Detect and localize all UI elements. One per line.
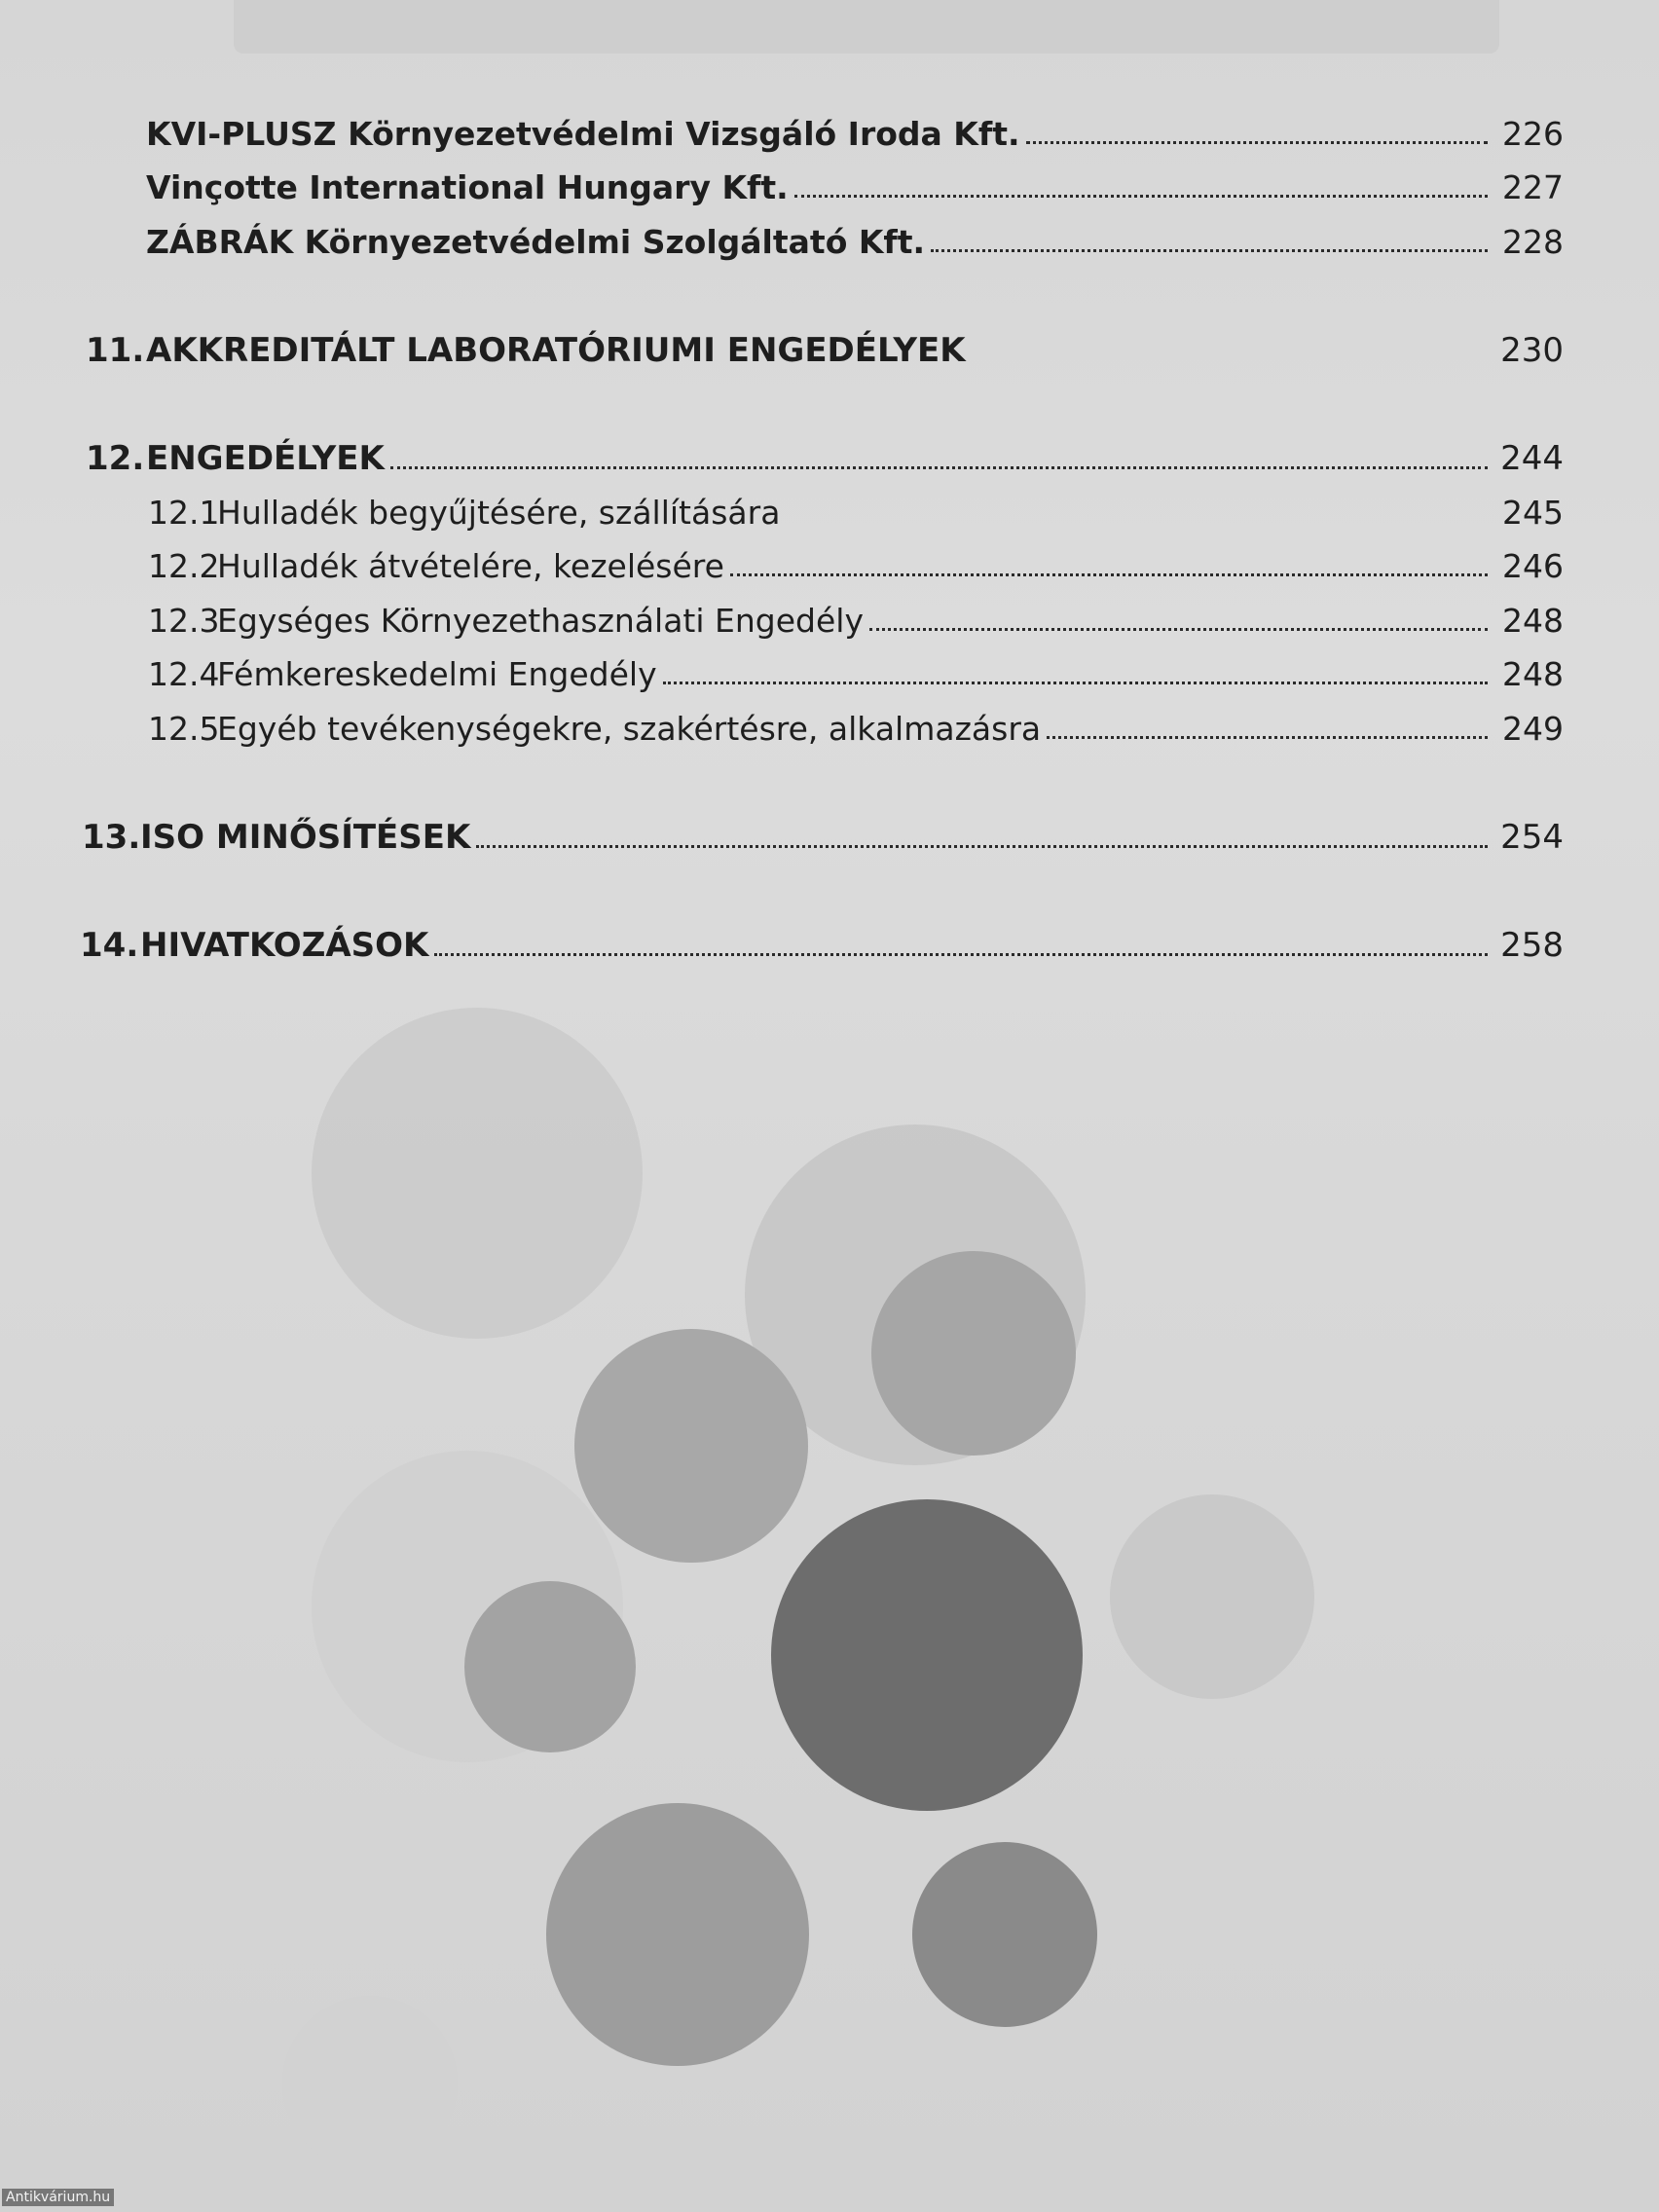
dot-leader	[476, 845, 1488, 848]
section-number: 12.1	[148, 494, 220, 532]
toc-subentry-12-1[interactable]	[148, 494, 1564, 532]
page-number: 245	[1502, 494, 1564, 532]
toc-chapter-11[interactable]	[86, 331, 1564, 370]
dot-leader	[972, 358, 1488, 361]
toc-subentry-12-4[interactable]	[148, 655, 1564, 693]
chapter-number: 13.	[82, 818, 141, 857]
page-number: 244	[1500, 439, 1564, 478]
page-number: 258	[1500, 926, 1564, 965]
section-title: Hulladék begyűjtésére, szállítására	[217, 494, 781, 532]
page-number: 227	[1502, 168, 1564, 206]
page-number: 228	[1502, 223, 1564, 261]
chapter-title: HIVATKOZÁSOK	[140, 926, 429, 965]
section-title: Hulladék átvételére, kezelésére	[217, 547, 724, 585]
toc-chapter-14[interactable]	[80, 926, 1564, 965]
toc-chapter-13[interactable]	[82, 818, 1564, 857]
toc-entry[interactable]	[146, 115, 1564, 153]
chapter-number: 11.	[86, 331, 145, 370]
page-number: 248	[1502, 602, 1564, 640]
watermark-logo: Antikvárium.hu	[2, 2189, 114, 2206]
dot-leader	[663, 682, 1488, 684]
dot-leader	[869, 628, 1488, 631]
toc-subentry-12-3[interactable]	[148, 602, 1564, 640]
section-number: 12.5	[148, 710, 220, 748]
entry-title: Vinçotte International Hungary Kft.	[146, 168, 789, 206]
entry-title: ZÁBRÁK Környezetvédelmi Szolgáltató Kft.	[146, 223, 926, 261]
page-number: 248	[1502, 655, 1564, 693]
section-number: 12.2	[148, 547, 220, 585]
toc-subentry-12-2[interactable]	[148, 547, 1564, 585]
chapter-number: 14.	[80, 926, 139, 965]
section-number: 12.3	[148, 602, 220, 640]
chapter-number: 12.	[86, 439, 145, 478]
dot-leader	[1026, 141, 1488, 144]
dot-leader	[931, 249, 1488, 252]
dot-leader	[434, 953, 1488, 956]
page-number: 254	[1500, 818, 1564, 857]
entry-title: KVI-PLUSZ Környezetvédelmi Vizsgáló Iroda Kft.	[146, 115, 1020, 153]
section-title: Fémkereskedelmi Engedély	[217, 655, 657, 693]
toc-entry[interactable]	[146, 223, 1564, 261]
section-title: Egyéb tevékenységekre, szakértésre, alkalmazásra	[217, 710, 1042, 748]
dot-leader	[1047, 736, 1488, 739]
dot-leader	[390, 466, 1488, 469]
chapter-title: ISO MINŐSÍTÉSEK	[140, 818, 471, 857]
page-number: 249	[1502, 710, 1564, 748]
dot-leader	[730, 573, 1488, 576]
page-number: 246	[1502, 547, 1564, 585]
page-number: 226	[1502, 115, 1564, 153]
dot-leader	[794, 195, 1488, 198]
chapter-title: AKKREDITÁLT LABORATÓRIUMI ENGEDÉLYEK	[146, 331, 966, 370]
toc-chapter-12[interactable]	[86, 439, 1564, 478]
page-number: 230	[1500, 331, 1564, 370]
dot-leader	[786, 520, 1488, 523]
chapter-title: ENGEDÉLYEK	[146, 439, 385, 478]
section-title: Egységes Környezethasználati Engedély	[217, 602, 864, 640]
section-number: 12.4	[148, 655, 220, 693]
toc-entry[interactable]	[146, 168, 1564, 206]
toc-subentry-12-5[interactable]	[148, 710, 1564, 748]
